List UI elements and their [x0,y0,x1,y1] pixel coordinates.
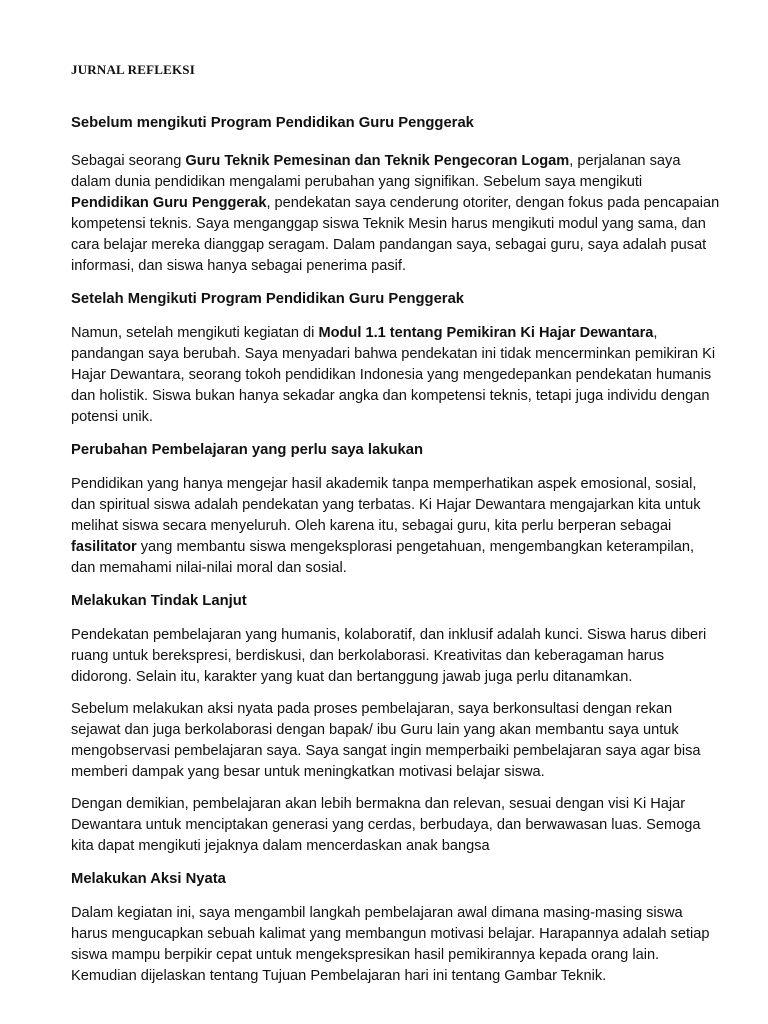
paragraph-text: , perjalanan saya dalam dunia pendidikan mengalami perubahan yang signifikan. Sebelum saya mengikuti [71,153,681,190]
document-page [71,60,721,987]
paragraph-follow-up-1: Pendekatan pembelajaran yang humanis, kolaboratif, dan inklusif adalah kunci. Siswa harus diberi ruang untuk berekspresi, berdiskusi, dan berkolaborasi. Kreativitas dan keberagaman harus didorong. Selain itu, karakter yang kuat dan bertanggung jawab juga perlu ditanamkan. [71,627,707,685]
paragraph-before-program [71,151,721,277]
paragraph-text: , pendekatan saya cenderung otoriter, dengan fokus pada pencapaian kompetensi teknis. Saya menganggap siswa Teknik Mesin harus mengikuti modul yang sama, dan cara belajar mereka dianggap seragam. Dalam pandangan saya, sebagai guru, saya adalah pusat informasi, dan siswa hanya sebagai penerima pasif. [71,195,720,274]
paragraph-learning-changes [71,474,721,579]
bold-phrase: Modul 1.1 tentang Pemikiran Ki Hajar Dewantara [318,325,654,341]
section-heading-follow-up: Melakukan Tindak Lanjut [71,593,247,609]
paragraph-text: Namun, setelah mengikuti kegiatan di [71,325,319,341]
section-heading-after-program: Setelah Mengikuti Program Pendidikan Guru Penggerak [71,291,465,307]
paragraph-text: Sebagai seorang [71,153,186,169]
document-title: JURNAL REFLEKSI [71,62,195,77]
paragraph-real-action: Dalam kegiatan ini, saya mengambil langkah pembelajaran awal dimana masing-masing siswa harus mengucapkan sebuah kalimat yang membangun motivasi belajar. Harapannya adalah setiap siswa mampu berpikir cepat untuk mengekspresikan hasil pemikirannya kepada orang lain. Kemudian dijelaskan tentang Tujuan Pembelajaran hari ini tentang Gambar Teknik. [71,905,710,984]
bold-phrase: Pendidikan Guru Penggerak [71,195,267,211]
section-heading-real-action: Melakukan Aksi Nyata [71,871,226,887]
paragraph-after-program [71,323,721,428]
paragraph-text: yang membantu siswa mengeksplorasi pengetahuan, mengembangkan keterampilan, dan memahami nilai-nilai moral dan sosial. [71,539,695,576]
paragraph-follow-up-3: Dengan demikian, pembelajaran akan lebih bermakna dan relevan, sesuai dengan visi Ki Hajar Dewantara untuk menciptakan generasi yang cerdas, berbudaya, dan berwawasan luas. Semoga kita dapat mengikuti jejaknya dalam mencerdaskan anak bangsa [71,796,701,854]
paragraph-follow-up-2: Sebelum melakukan aksi nyata pada proses pembelajaran, saya berkonsultasi dengan rekan sejawat dan juga berkolaborasi dengan bapak/ ibu Guru lain yang akan membantu saya untuk mengobservasi pembelajaran saya. Saya sangat ingin memperbaiki pembelajaran saya agar bisa memberi dampak yang besar untuk meningkatkan motivasi belajar siswa. [71,701,701,780]
section-heading-before-program: Sebelum mengikuti Program Pendidikan Guru Penggerak [71,115,474,131]
section-heading-learning-changes: Perubahan Pembelajaran yang perlu saya lakukan [71,442,423,458]
bold-phrase: fasilitator [71,539,137,555]
bold-phrase: Guru Teknik Pemesinan dan Teknik Pengecoran Logam [185,153,570,169]
paragraph-text: Pendidikan yang hanya mengejar hasil akademik tanpa memperhatikan aspek emosional, sosial, dan spiritual siswa adalah pendekatan yang terbatas. Ki Hajar Dewantara mengajarkan kita untuk melihat siswa secara menyeluruh. Oleh karena itu, sebagai guru, kita perlu berperan sebagai [71,476,701,534]
paragraph-text: , pandangan saya berubah. Saya menyadari bahwa pendekatan ini tidak mencerminkan pemikiran Ki Hajar Dewantara, seorang tokoh pendidikan Indonesia yang mengedepankan pendekatan humanis dan holistik. Siswa bukan hanya sekadar angka dan kompetensi teknis, tetapi juga individu dengan potensi unik. [71,325,716,425]
